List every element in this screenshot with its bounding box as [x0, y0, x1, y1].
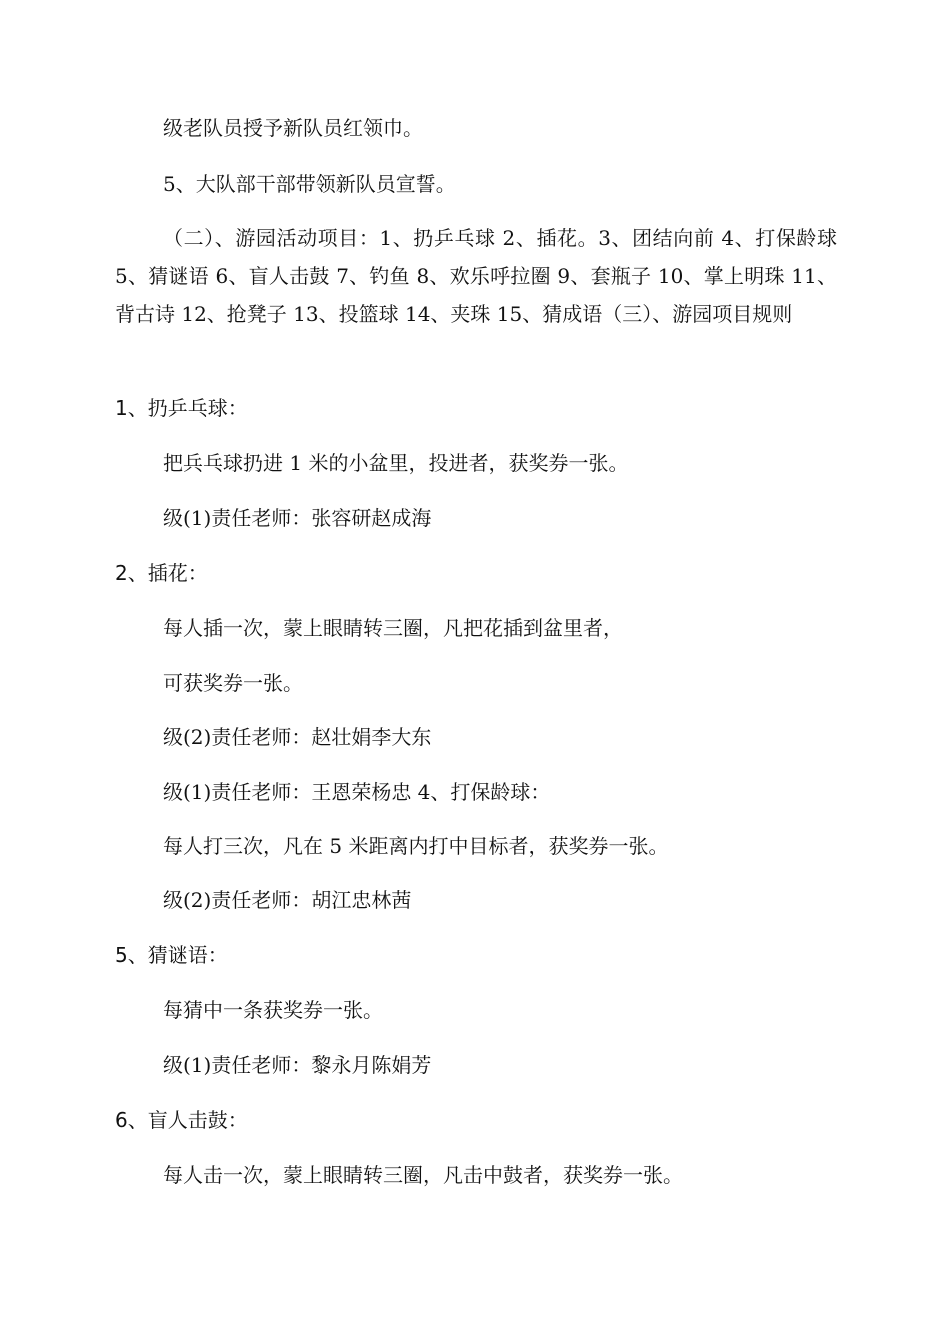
- rule-heading: 5、猜谜语：: [115, 943, 228, 967]
- rule-heading: 1、扔乒乓球：: [115, 396, 248, 420]
- text-line: 每猜中一条获奖券一张。: [163, 998, 383, 1022]
- activities-paragraph: （二）、游园活动项目：1、扔乒乓球 2、插花。3、团结向前 4、打保龄球 5、猜谜语 6、盲人击鼓 7、钓鱼 8、欢乐呼拉圈 9、套瓶子 10、掌上明珠 11、背古诗 12、抢凳子 13、投篮球 14、夹珠 15、猜成语（三）、游园项目规则: [115, 226, 837, 326]
- text-line: 级(1)责任老师：黎永月陈娟芳: [163, 1053, 432, 1077]
- text-line: 级(2)责任老师：赵壮娟李大东: [163, 725, 432, 749]
- text-line: 级(1)责任老师：张容研赵成海: [163, 506, 432, 530]
- text-line: 5、大队部干部带领新队员宣誓。: [163, 172, 456, 196]
- text-line: 级(1)责任老师：王恩荣杨忠 4、打保龄球：: [163, 780, 551, 804]
- text-line: 可获奖券一张。: [163, 671, 303, 695]
- text-line: 每人击一次，蒙上眼睛转三圈，凡击中鼓者，获奖券一张。: [163, 1163, 683, 1187]
- rule-heading: 6、盲人击鼓：: [115, 1108, 248, 1132]
- text-line: 级(2)责任老师：胡江忠林茜: [163, 888, 412, 912]
- text-line: 每人插一次，蒙上眼睛转三圈，凡把花插到盆里者，: [163, 616, 623, 640]
- text-line: 级老队员授予新队员红领巾。: [163, 116, 423, 140]
- text-line: 把兵乓球扔进 1 米的小盆里，投进者，获奖券一张。: [163, 451, 629, 475]
- rule-heading: 2、插花：: [115, 561, 208, 585]
- text-line: 每人打三次，凡在 5 米距离内打中目标者，获奖券一张。: [163, 834, 669, 858]
